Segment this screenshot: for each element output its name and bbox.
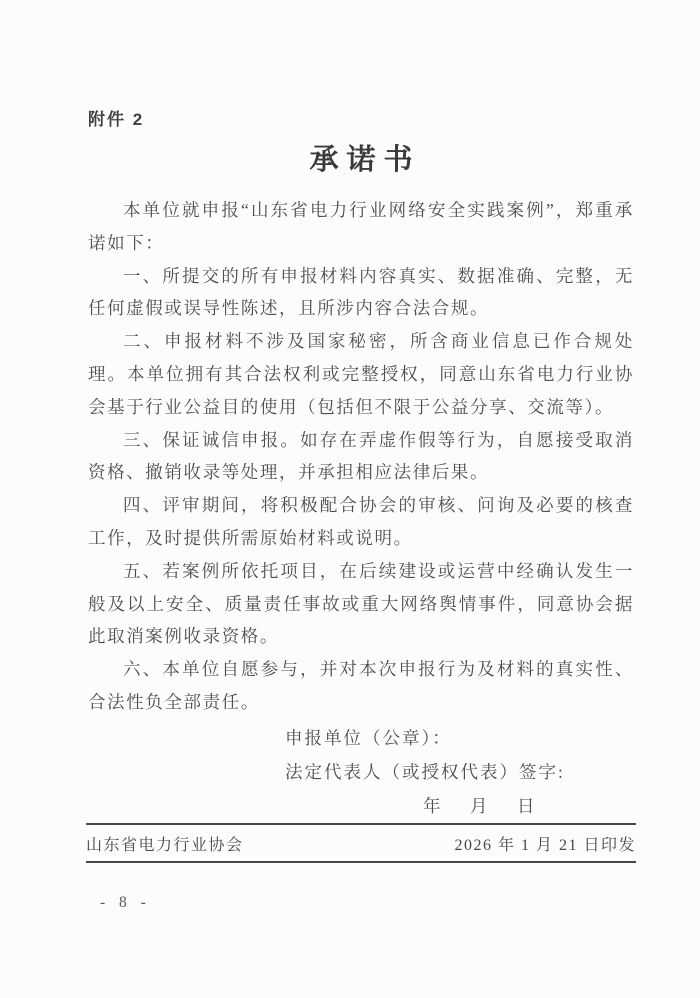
commitment-item-5: 五、若案例所依托项目，在后续建设或运营中经确认发生一般及以上安全、质量责任事故或重大网络舆情事件，同意协会据此取消案例收录资格。 <box>88 560 634 647</box>
signature-block <box>285 721 634 823</box>
commitment-item-3: 三、保证诚信申报。如存在弄虚作假等行为，自愿接受取消资格、撤销收录等处理，并承担相应法律后果。 <box>88 429 634 483</box>
page-number: - 8 - <box>100 894 151 911</box>
issuer-name: 山东省电力行业协会 <box>86 836 244 854</box>
legal-representative-line: 法定代表人（或授权代表）签字: <box>285 761 565 782</box>
date-line: 年 月 日 <box>423 795 541 816</box>
attachment-label: 附件 2 <box>88 110 145 129</box>
print-date: 2026 年 1 月 21 日印发 <box>454 836 636 854</box>
commitment-item-4: 四、评审期间，将积极配合协会的审核、问询及必要的核查工作，及时提供所需原始材料或说明。 <box>88 495 634 548</box>
document-body <box>88 194 634 719</box>
commitment-item-2: 二、申报材料不涉及国家秘密，所含商业信息已作合规处理。本单位拥有其合法权利或完整授权，同意山东省电力行业协会基于行业公益目的使用（包括但不限于公益分享、交流等）。 <box>88 331 634 417</box>
intro-paragraph: 本单位就申报“山东省电力行业网络安全实践案例”，郑重承诺如下： <box>88 200 634 253</box>
page-title: 承诺书 <box>309 144 421 176</box>
commitment-item-6: 六、本单位自愿参与，并对本次申报行为及材料的真实性、合法性负全部责任。 <box>88 659 634 712</box>
document-footer <box>86 823 636 863</box>
commitment-item-1: 一、所提交的所有申报材料内容真实、数据准确、完整，无任何虚假或误导性陈述，且所涉内容合法合规。 <box>88 265 634 319</box>
declaring-unit-line: 申报单位（公章）： <box>285 727 452 748</box>
